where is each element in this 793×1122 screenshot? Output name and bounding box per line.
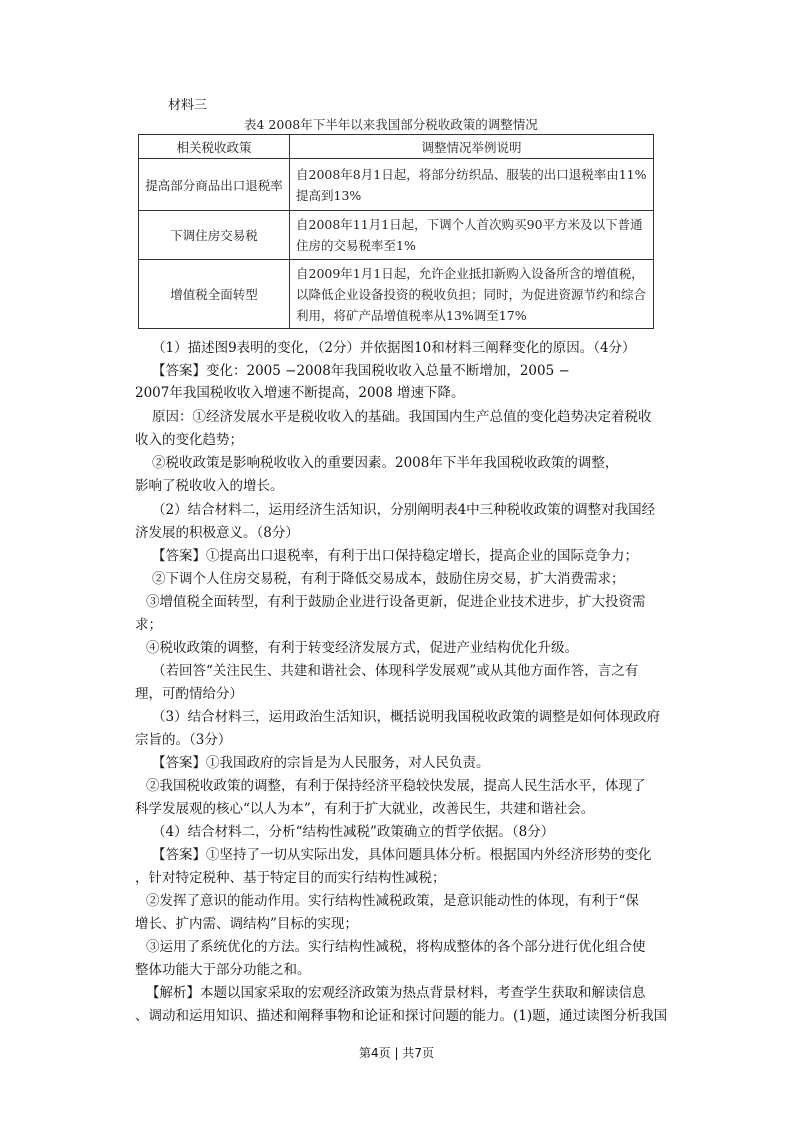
answer-1-line-1: 【答案】变化：2005 −2008年我国税收收入总量不断增加，2005 − xyxy=(152,363,570,379)
question-1: （1）描述图9表明的变化，（2分）并依据图10和材料三阐释变化的原因。（4分） xyxy=(152,340,636,356)
table-cell-desc: 自2008年8月1日起，将部分纺织品、服装的出口退税率由11%提高到13% xyxy=(290,159,654,211)
page-footer: 第4页 | 共7页 xyxy=(359,1046,434,1060)
question-2-line-2: 济发展的积极意义。（8分） xyxy=(135,525,299,541)
question-3-line-1: （3）结合材料三，运用政治生活知识，概括说明我国税收政策的调整是如何体现政府 xyxy=(152,709,661,725)
answer-4-line-6: 整体功能大于部分功能之和。 xyxy=(135,962,311,978)
table-cell-policy: 提高部分商品出口退税率 xyxy=(139,159,290,211)
answer-4-line-5: ③运用了系统优化的方法。实行结构性减税，将构成整体的各个部分进行优化组合使 xyxy=(146,939,646,955)
table-row xyxy=(139,260,654,329)
answer-1-line-4: 收入的变化趋势； xyxy=(135,432,243,448)
table-cell-desc: 自2009年1月1日起，允许企业抵扣新购入设备所含的增值税，以降低企业设备投资的税收负担；同时，为促进资源节约和综合利用，将矿产品增值税率从13%调至17% xyxy=(290,260,654,329)
table-cell-policy: 下调住房交易税 xyxy=(139,211,290,260)
table-cell-policy: 增值税全面转型 xyxy=(139,260,290,329)
analysis-line-1: 【解析】本题以国家采取的宏观经济政策为热点背景材料，考查学生获取和解读信息 xyxy=(146,985,646,1001)
table-caption: 表4 2008年下半年以来我国部分税收政策的调整情况 xyxy=(244,117,538,132)
answer-2-note-2: 理，可酌情给分） xyxy=(135,686,243,702)
answer-2-line-3: ③增值税全面转型，有利于鼓励企业进行设备更新，促进企业技术进步，扩大投资需 xyxy=(146,594,646,610)
answer-2-line-1: 【答案】①提高出口退税率，有利于出口保持稳定增长，提高企业的国际竞争力； xyxy=(152,548,638,564)
answer-1-line-3: 原因：①经济发展水平是税收收入的基础。我国国内生产总值的变化趋势决定着税收 xyxy=(152,409,652,425)
material-label: 材料三 xyxy=(168,98,208,113)
answer-4-line-1: 【答案】①坚持了一切从实际出发，具体问题具体分析。根据国内外经济形势的变化 xyxy=(152,847,652,863)
answer-4-line-2: ，针对特定税种、基于特定目的而实行结构性减税； xyxy=(135,870,446,886)
question-2-line-1: （2）结合材料二，运用经济生活知识，分别阐明表4中三种税收政策的调整对我国经 xyxy=(152,502,656,518)
table-cell-desc: 自2008年11月1日起，下调个人首次购买90平方米及以下普通住房的交易税率至1% xyxy=(290,211,654,260)
table-row xyxy=(139,159,654,211)
table-header-policy: 相关税收政策 xyxy=(139,135,290,159)
answer-3-line-2: ②我国税收政策的调整，有利于保持经济平稳较快发展，提高人民生活水平，体现了 xyxy=(146,778,646,794)
table-row xyxy=(139,211,654,260)
question-4: （4）结合材料二，分析“结构性减税”政策确立的哲学依据。（8分） xyxy=(152,824,555,840)
answer-1-line-6: 影响了税收收入的增长。 xyxy=(135,478,284,494)
answer-3-line-1: 【答案】①我国政府的宗旨是为人民服务，对人民负责。 xyxy=(152,755,490,771)
answer-4-line-4: 增长、扩内需、调结构”目标的实现； xyxy=(135,916,358,932)
question-3-line-2: 宗旨的。（3分） xyxy=(135,732,232,748)
table-header-desc: 调整情况举例说明 xyxy=(290,135,654,159)
answer-2-line-5: ④税收政策的调整，有利于转变经济发展方式，促进产业结构优化升级。 xyxy=(146,640,578,656)
answer-3-line-3: 科学发展观的核心“以人为本”，有利于扩大就业，改善民生，共建和谐社会。 xyxy=(135,801,595,817)
analysis-line-2: 、调动和运用知识、描述和阐释事物和论证和探讨问题的能力。(1)题，通过读图分析我国 xyxy=(135,1008,668,1024)
tax-policy-table xyxy=(138,134,654,329)
answer-2-line-4: 求； xyxy=(135,617,162,633)
answer-4-line-3: ②发挥了意识的能动作用。实行结构性减税政策，是意识能动性的体现，有利于“保 xyxy=(146,893,639,909)
answer-2-line-2: ②下调个人住房交易税，有利于降低交易成本，鼓励住房交易，扩大消费需求； xyxy=(152,571,625,587)
answer-1-line-2: 2007年我国税收收入增速不断提高，2008 增速下降。 xyxy=(135,385,465,401)
table-header-row xyxy=(139,135,654,159)
answer-2-note-1: （若回答“关注民生、共建和谐社会、体现科学发展观”或从其他方面作答，言之有 xyxy=(152,663,639,679)
answer-1-line-5: ②税收政策是影响税收收入的重要因素。2008年下半年我国税收政策的调整， xyxy=(152,455,619,471)
